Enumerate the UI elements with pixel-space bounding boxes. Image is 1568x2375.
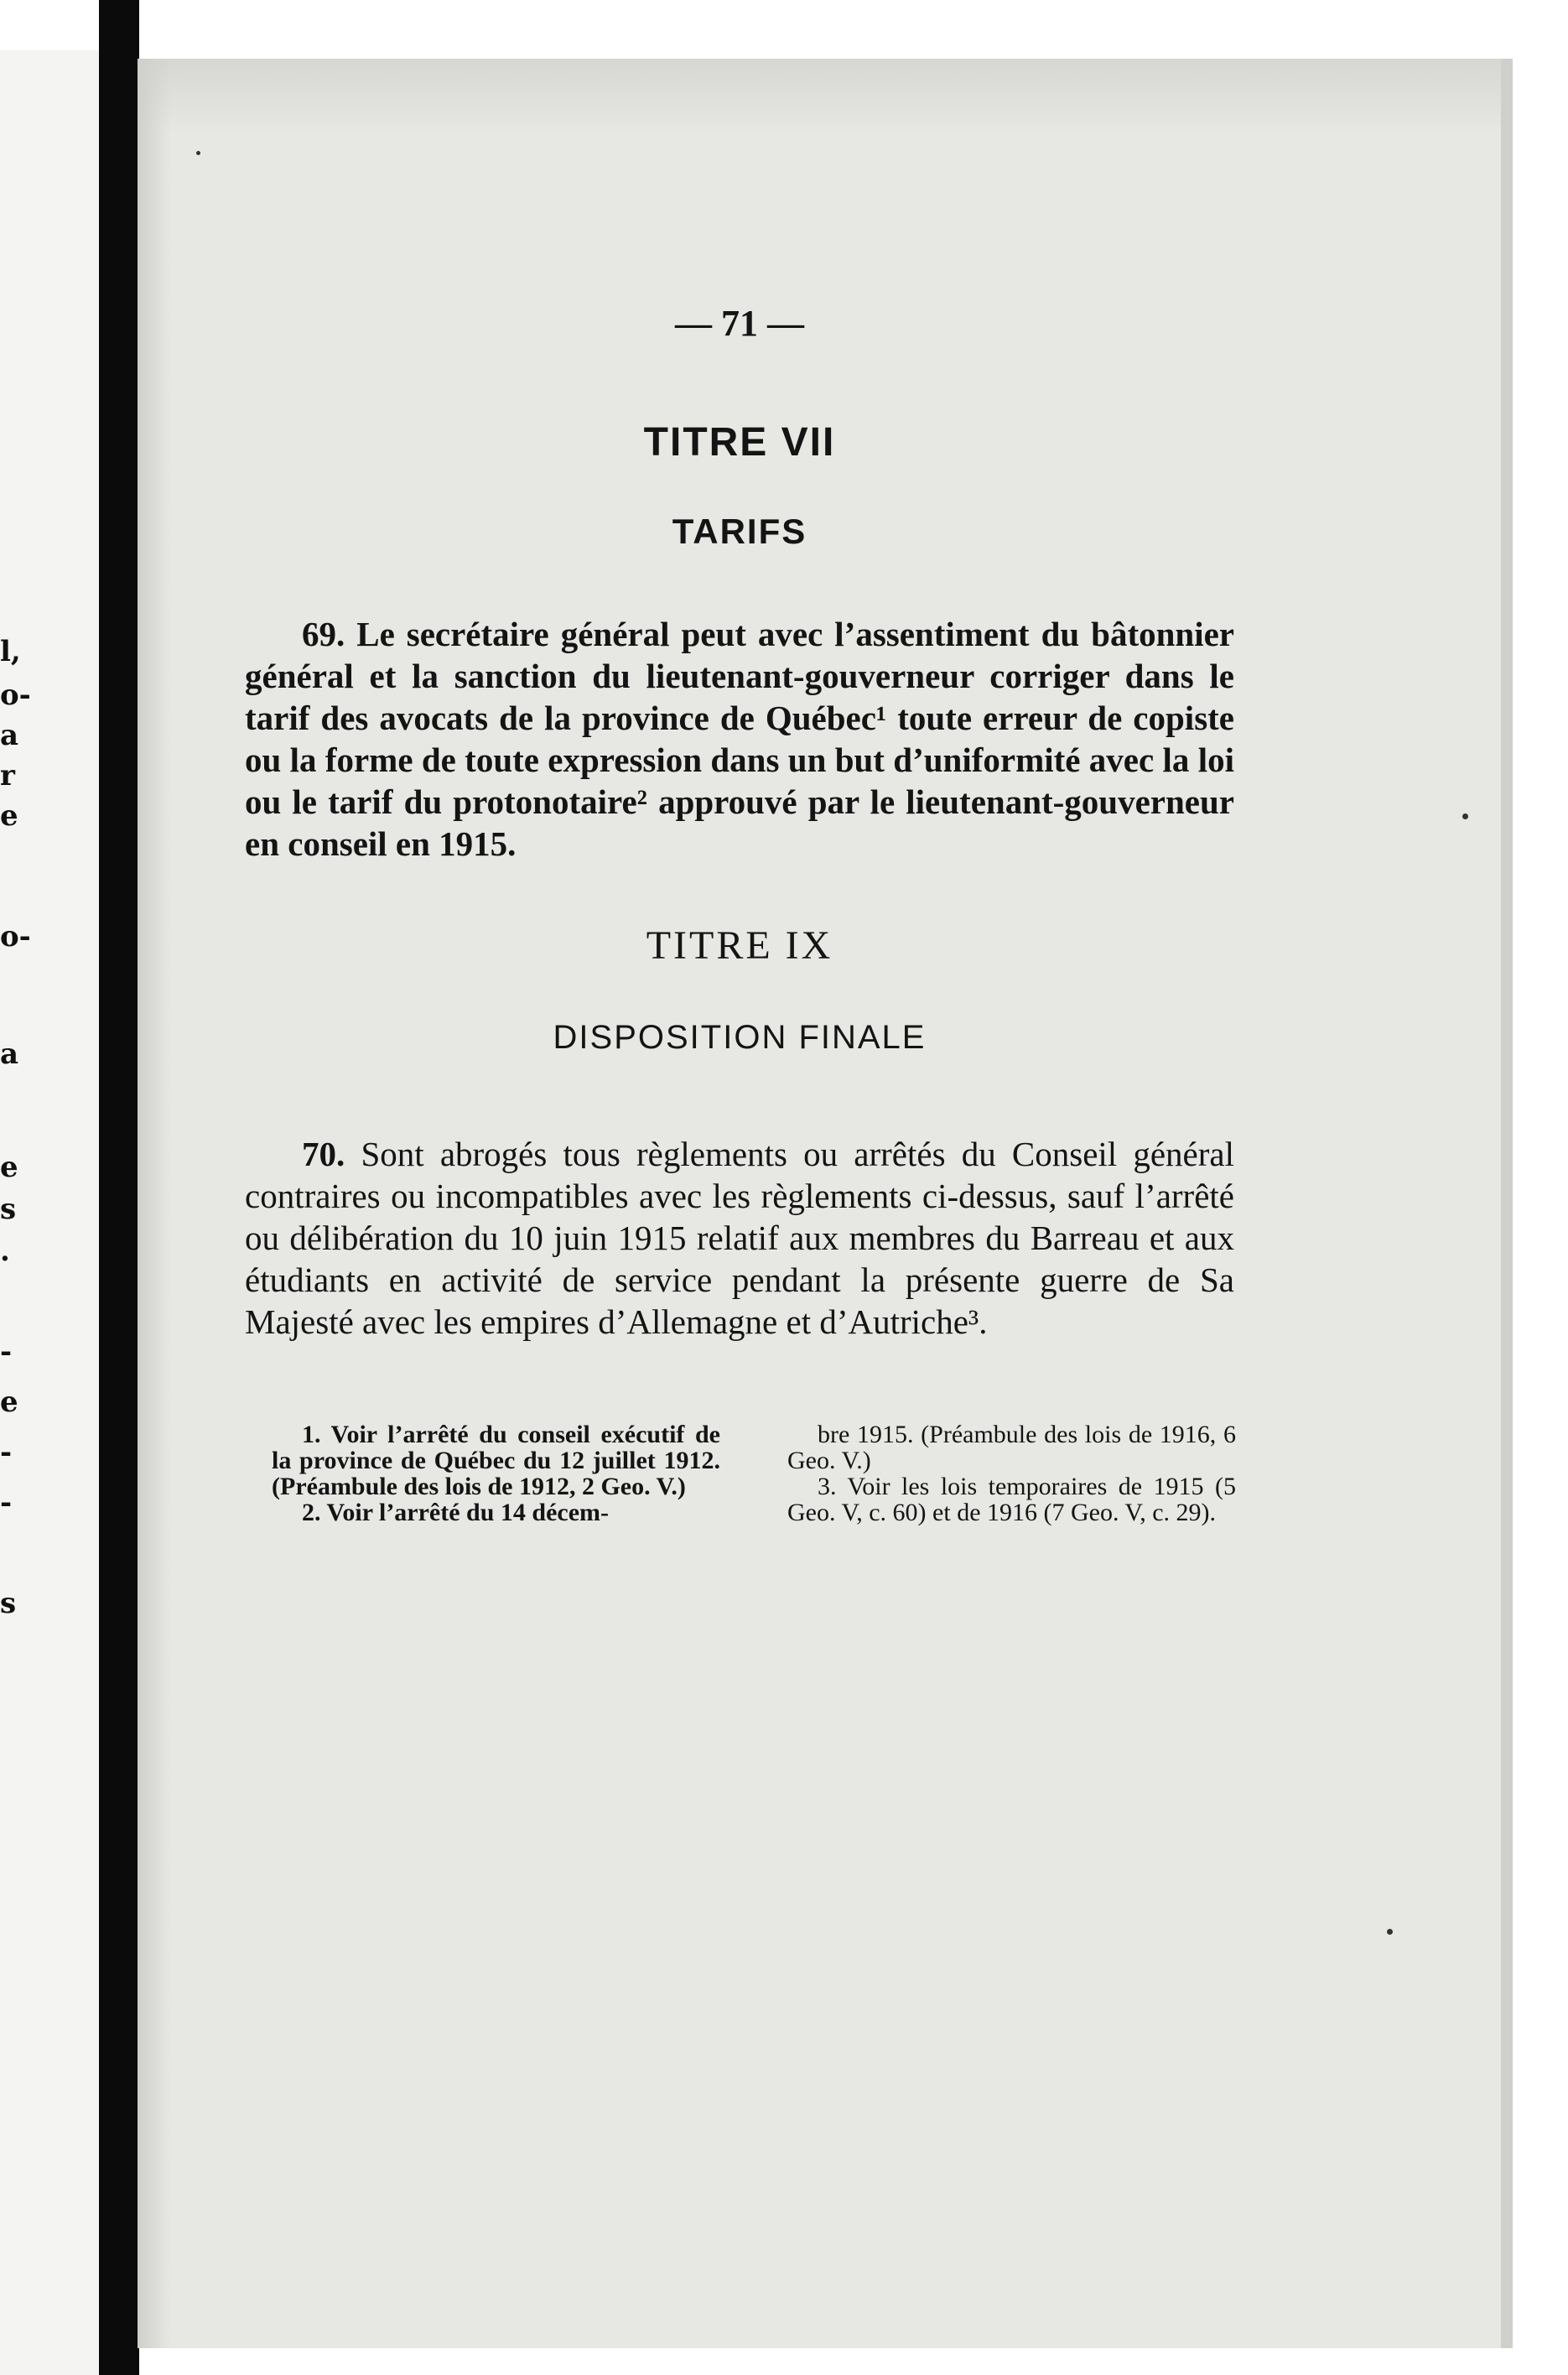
scan-speck — [1462, 813, 1468, 819]
footnotes — [272, 1421, 1236, 1525]
footnote: 2. Voir l’arrêté du 14 décem- — [302, 1499, 610, 1526]
fragment: e — [0, 799, 18, 833]
fragment: - — [0, 1486, 13, 1520]
fragment: e — [0, 1151, 18, 1184]
article-69 — [245, 613, 1234, 865]
fragment: - — [0, 1436, 13, 1469]
fragment: e — [0, 1385, 18, 1419]
disposition-finale-heading: DISPOSITION FINALE — [553, 1019, 927, 1056]
page-number: — 71 — — [675, 303, 804, 344]
fragment: l, — [0, 635, 21, 668]
footnote-column-left — [272, 1421, 720, 1525]
fragment: - — [0, 1335, 13, 1369]
fragment: r — [0, 759, 15, 793]
adjacent-page-edge — [0, 50, 102, 2375]
footnote-column-right — [787, 1421, 1236, 1525]
book-gutter — [99, 0, 139, 2375]
article-text: Le secrétaire général peut avec l’assentiment du bâtonnier général et la sanction du lieutenant-gouverneur corriger dans le tarif des avocats de la province de Québec¹ toute erreur de copiste ou la forme de toute expression dans un but d’uniformité avec la loi ou le tarif du protonotaire² approuvé par le lieutenant-gouverneur en conseil en 1915. — [245, 615, 1234, 863]
fragment: a — [0, 1037, 19, 1071]
fragment: o- — [0, 920, 31, 954]
fragment: . — [0, 1234, 10, 1268]
title-vii-heading: TITRE VII — [643, 420, 836, 465]
tarifs-heading: TARIFS — [672, 512, 807, 551]
scan-speck — [1387, 1929, 1393, 1935]
fragment: o- — [0, 678, 31, 712]
title-ix-heading: TITRE IX — [646, 923, 833, 968]
article-number: 70. — [302, 1135, 345, 1173]
footnote: 3. Voir les lois temporaires de 1915 (5 Geo. V, c. 60) et de 1916 (7 Geo. V, c. 29). — [787, 1473, 1236, 1526]
footnote: bre 1915. (Préambule des lois de 1916, 6 Geo. V.) — [787, 1421, 1236, 1474]
fragment: a — [0, 719, 19, 752]
scan-speck — [196, 151, 200, 155]
footnote: 1. Voir l’arrêté du conseil exécutif de la province de Québec du 12 juillet 1912. (Préambule des lois de 1912, 2 Geo. V.) — [272, 1421, 720, 1500]
book-page — [138, 59, 1513, 2348]
article-text: Sont abrogés tous règlements ou arrêtés du Conseil général contraires ou incompatibles avec les règlements ci-dessus, sauf l’arrêté ou délibération du 10 juin 1915 relatif aux membres du Barreau et aux étudiants en activité de service pendant la présente guerre de Sa Majesté avec les empires d’Allemagne et d’Autriche³. — [245, 1135, 1234, 1341]
article-70 — [245, 1133, 1234, 1343]
article-number: 69. — [302, 615, 345, 653]
fragment: s — [0, 1587, 17, 1620]
fragment: s — [0, 1193, 17, 1226]
